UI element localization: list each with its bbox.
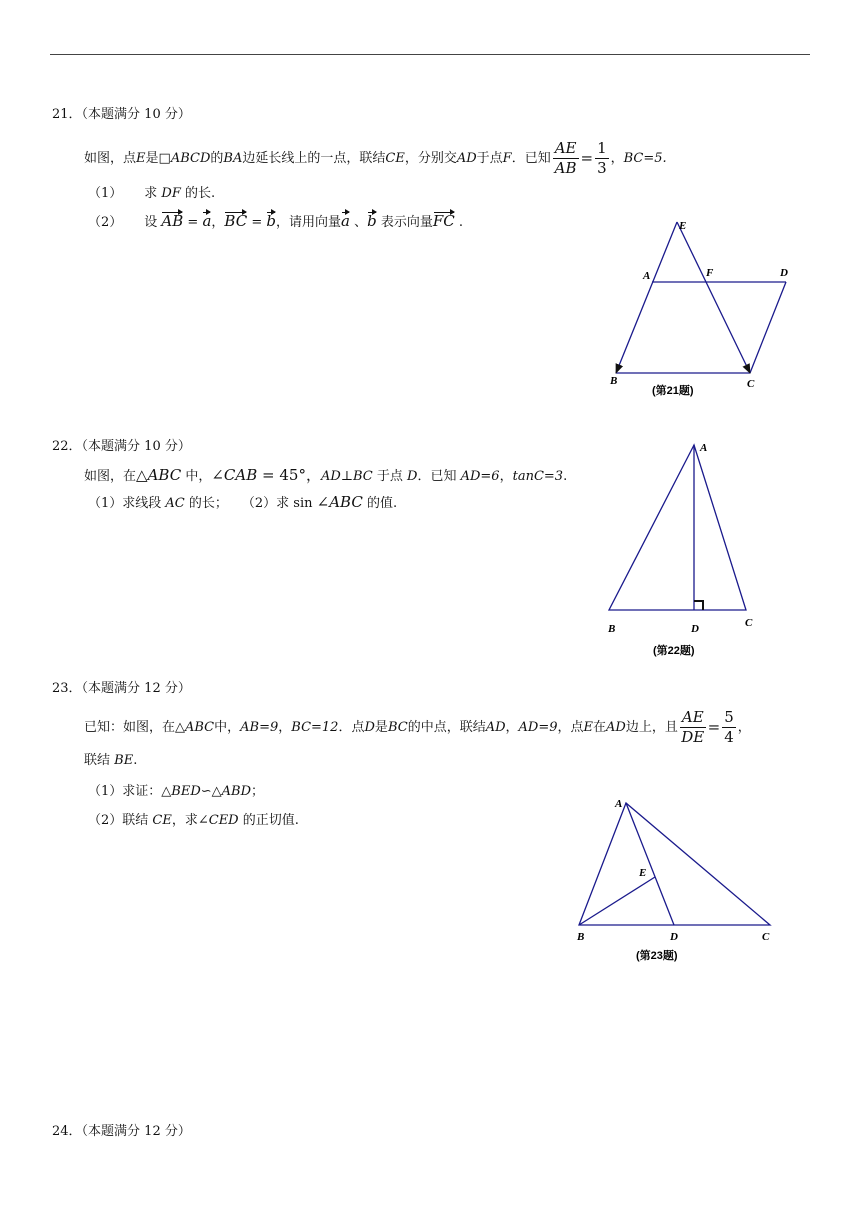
- label-d: D: [780, 267, 788, 279]
- label-e: E: [679, 220, 687, 232]
- q22-caption: (第22题): [653, 645, 695, 657]
- segment-ec-arrow: [677, 222, 750, 373]
- q23-statement: 已知：如图，在△ ABC 中， AB=9 ， BC=12 ．点 D 是 BC 的中点，联结 AD ， AD=9 ，点 E 在 AD 边上，且 $\frac{AE}{DE}$ = $\frac{5}{4}$ ，: [84, 707, 751, 746]
- q23-header: 23．（本题满分 12 分）: [52, 681, 191, 696]
- label-d: D: [670, 931, 678, 943]
- label-d: D: [691, 623, 699, 635]
- vector-bc: BC: [224, 212, 248, 230]
- vector-b: b: [266, 212, 276, 230]
- label-c: C: [747, 378, 755, 390]
- q21-fraction-ae-ab: $\frac{AE}{AB}$: [554, 138, 577, 177]
- q21-caption: (第21题): [652, 385, 694, 397]
- label-a: A: [643, 270, 651, 282]
- q21-part1: （1） 求 DF 的长.: [88, 186, 216, 201]
- q23-figure: [570, 790, 785, 970]
- q21-figure: [600, 210, 810, 400]
- vector-fc: FC: [432, 212, 455, 230]
- q24-header: 24．（本题满分 12 分）: [52, 1124, 191, 1139]
- label-b: B: [608, 623, 616, 635]
- q23-line2: 联结 BE.: [84, 753, 138, 768]
- q21-fraction-value: $\frac{1}{3}$: [597, 138, 607, 177]
- vector-a: a: [202, 212, 212, 230]
- label-c: C: [745, 617, 753, 629]
- top-rule: [50, 54, 810, 55]
- label-e: E: [639, 867, 647, 879]
- q23-caption: (第23题): [636, 950, 678, 962]
- label-c: C: [762, 931, 770, 943]
- q21-part2: （2） 设 AB = a，BC = b，请用向量a 、b 表示向量FC .: [88, 212, 463, 230]
- q22-header: 22．（本题满分 10 分）: [52, 439, 191, 454]
- segment-eb-arrow: [616, 222, 677, 373]
- q21-statement: 如图，点 E 是 □ ABCD 的 BA 边延长线上的一点，联结 CE ，分别交 AD 于点 F ．已知 $\frac{AE}{AB}$ = $\frac{1}{3}$ ， BC=5.: [84, 138, 667, 177]
- q23-part2: （2）联结 CE，求∠CED 的正切值.: [88, 813, 299, 828]
- vector-a-2: a: [341, 212, 350, 230]
- segment-ad: [626, 803, 674, 925]
- label-f: F: [706, 267, 714, 279]
- segment-be: [579, 877, 655, 925]
- vector-b-2: b: [367, 212, 377, 230]
- q23-fraction-ae-de: $\frac{AE}{DE}$: [681, 707, 705, 746]
- q22-parts: （1）求线段 AC 的长； （2）求 sin ∠ABC 的值.: [88, 493, 398, 511]
- q23-fraction-value: $\frac{5}{4}$: [724, 707, 734, 746]
- q21-header: 21．（本题满分 10 分）: [52, 107, 191, 122]
- label-a: A: [700, 442, 708, 454]
- q22-figure: [595, 435, 775, 660]
- vector-ab: AB: [161, 212, 184, 230]
- label-a: A: [615, 798, 623, 810]
- q22-statement: 如图，在△ABC 中，∠CAB = 45°，AD⊥BC 于点 D．已知 AD=6，tanC=3.: [84, 466, 568, 484]
- label-b: B: [577, 931, 585, 943]
- segment-dc: [750, 282, 786, 373]
- right-angle-mark: [694, 601, 703, 610]
- triangle-abc: [609, 445, 746, 610]
- q23-part1: （1）求证：△BED∽△ABD；: [88, 784, 265, 799]
- label-b: B: [610, 375, 618, 387]
